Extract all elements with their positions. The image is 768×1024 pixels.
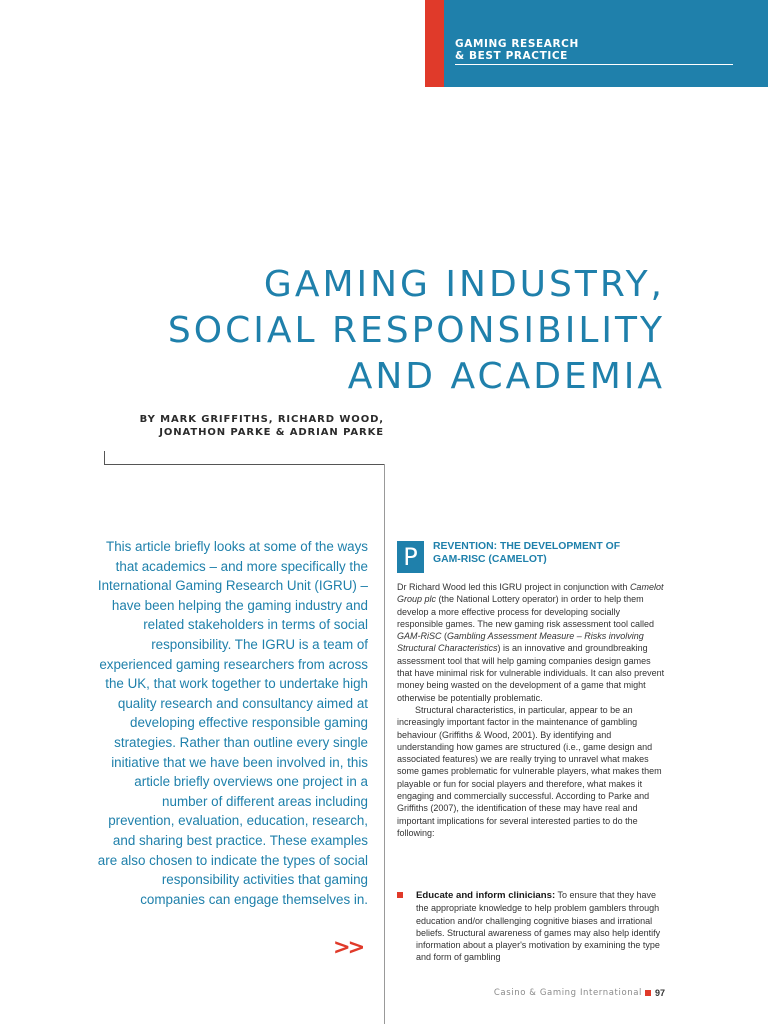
dropcap: P: [397, 541, 424, 573]
p1-tool-name: GAM-RiSC: [397, 631, 442, 642]
section-label: [455, 38, 745, 62]
header-red-bar: [425, 0, 444, 87]
byline-line1: BY MARK GRIFFITHS, RICHARD WOOD,: [139, 414, 384, 425]
bullet-label: Educate and inform clinicians:: [416, 890, 556, 901]
p1-tool-expansion: Gambling Assessment Measure – Risks involving Structural Characteristics: [397, 631, 644, 654]
continue-marker: >>: [333, 935, 363, 959]
footer-square-icon: [645, 990, 651, 996]
bullet-square-icon: [397, 892, 403, 898]
p1-text-g: ) is an innovative and groundbreaking assessment tool that will help gaming companies design games that have minimal risk for vulnerable individuals. It can also prevent money being wasted on the development of a game that might otherwise be potentially problematic.: [397, 643, 665, 703]
section-heading-line2: GAM-RISC (CAMELOT): [433, 554, 547, 565]
byline: [104, 413, 384, 439]
p1-text-a: Dr Richard Wood led this IGRU project in conjunction with: [397, 582, 630, 592]
page-number: 97: [655, 988, 666, 998]
section-heading: [433, 540, 663, 566]
body-paragraph-1: [397, 581, 667, 704]
section-label-rule: [455, 64, 733, 65]
section-label-line2: & BEST PRACTICE: [455, 50, 568, 62]
byline-rule: [104, 464, 384, 465]
footer-publication: Casino & Gaming International: [493, 988, 642, 998]
byline-line2: JONATHON PARKE & ADRIAN PARKE: [159, 427, 384, 438]
section-heading-line1: REVENTION: THE DEVELOPMENT OF: [433, 541, 621, 552]
column-divider: [384, 464, 385, 1024]
p1-text-e: (: [441, 631, 447, 642]
title-line1: GAMING INDUSTRY,: [263, 264, 665, 305]
article-title: [168, 262, 665, 400]
body-paragraph-2: Structural characteristics, in particular, appear to be an increasingly important factor in the maintenance of gambling behaviour (Griffiths & Wood, 2001). By identifying and understanding how games are structured (i.e., game design and associated features) we are really trying to unravel what makes some games problematic for vulnerable players, what makes them playable or fun for social players and therefore, what makes it engaging and commercially successful. According to Parke and Griffiths (2007), the identification of these may have real and important implications for several interested parties to do the following:: [397, 704, 662, 838]
p1-text-c: (the National Lottery operator) in order to help them develop a more effective process for developing socially responsible games. The new gaming risk assessment tool called: [397, 594, 654, 629]
bullet-body: To ensure that they have the appropriate knowledge to help problem gamblers through education and/or challenging cognitive biases and irrational beliefs. Structural awareness of games may also help identify information about a player's motivation by examining the type and form of gambling: [416, 890, 661, 963]
p1-company: Camelot Group plc: [397, 582, 664, 605]
bullet-item: [397, 889, 667, 964]
intro-paragraph: This article briefly looks at some of the ways that academics – and more specifically the International Gaming Research Unit (IGRU) – have been helping the gaming industry and related stakeholders in terms of social responsibility. The IGRU is a team of experienced gaming researchers from across the UK, that work together to undertake high quality research and consultancy aimed at developing effective responsible gaming strategies. Rather than outline every single initiative that we have been involved in, this article briefly overviews one project in a number of different areas including prevention, evaluation, education, research, and sharing best practice. These examples are also chosen to indicate the types of social responsibility activities that gaming companies can engage themselves in.: [97, 539, 368, 907]
byline-left-rule: [104, 451, 105, 464]
section-label-line1: GAMING RESEARCH: [455, 38, 579, 50]
body-text: [397, 581, 667, 839]
title-line3: AND ACADEMIA: [347, 356, 665, 397]
bullet-text: [416, 889, 667, 964]
title-line2: SOCIAL RESPONSIBILITY: [167, 310, 665, 351]
